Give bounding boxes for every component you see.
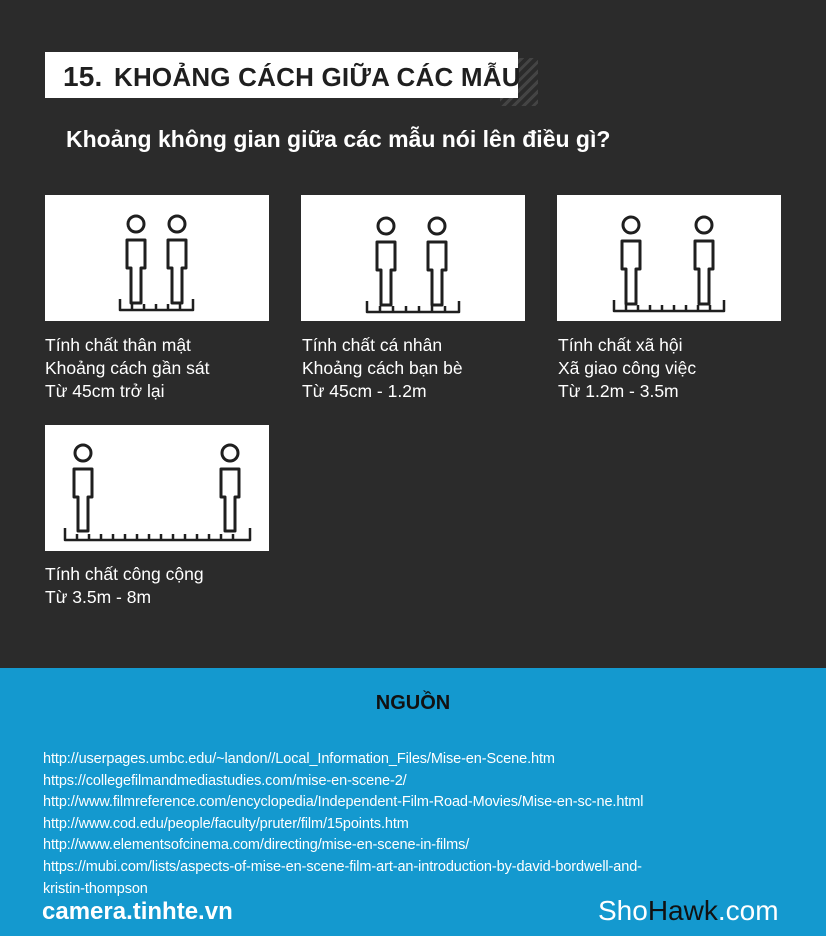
person-icon — [168, 216, 186, 303]
brand-camera-tinhte: camera.tinhte.vn — [42, 898, 233, 925]
caption-personal — [302, 334, 463, 403]
intimate-distance-illustration — [45, 195, 269, 321]
person-icon — [377, 218, 395, 305]
person-icon — [695, 217, 713, 304]
source-link[interactable]: https://collegefilmandmediastudies.com/mise-en-scene-2/ — [43, 772, 407, 789]
caption-line: Tính chất cá nhân — [302, 335, 443, 355]
card-intimate — [45, 195, 269, 321]
card-public — [45, 425, 269, 551]
section-number: 15. — [63, 61, 103, 92]
person-icon — [221, 445, 239, 531]
caption-line: Tính chất công cộng — [45, 564, 204, 584]
social-distance-illustration — [557, 195, 781, 321]
section-title: KHOẢNG CÁCH GIỮA CÁC MẪU — [113, 62, 521, 92]
caption-line: Từ 1.2m - 3.5m — [558, 381, 679, 401]
section-heading-text — [63, 61, 521, 93]
personal-distance-illustration — [301, 195, 525, 321]
brand-part: Sho — [598, 895, 648, 926]
sources-title: NGUỒN — [375, 692, 451, 714]
brand-part: .com — [717, 895, 779, 926]
caption-line: Từ 45cm trở lại — [45, 381, 165, 401]
caption-line: Khoảng cách bạn bè — [302, 358, 463, 378]
public-distance-illustration — [45, 425, 269, 551]
person-icon — [622, 217, 640, 304]
source-link[interactable]: http://www.cod.edu/people/faculty/pruter/film/15points.htm — [43, 815, 409, 832]
caption-public — [45, 563, 204, 609]
caption-intimate — [45, 334, 209, 403]
caption-line: Từ 3.5m - 8m — [45, 587, 152, 607]
source-link[interactable]: http://userpages.umbc.edu/~landon//Local_Information_Files/Mise-en-Scene.htm — [43, 751, 555, 767]
source-link-continuation[interactable]: kristin-thompson — [43, 880, 148, 897]
caption-line: Tính chất xã hội — [558, 335, 683, 355]
caption-line: Khoảng cách gần sát — [45, 358, 210, 378]
source-link[interactable]: http://www.elementsofcinema.com/directing/mise-en-scene-in-films/ — [43, 837, 470, 854]
person-icon — [428, 218, 446, 305]
ruler-icon — [65, 528, 250, 540]
card-personal — [301, 195, 525, 321]
card-social — [557, 195, 781, 321]
caption-line: Từ 45cm - 1.2m — [302, 381, 427, 401]
brand-part: Hawk — [647, 895, 718, 926]
brand-shohawk — [598, 895, 779, 927]
source-link[interactable]: http://www.filmreference.com/encyclopedia/Independent-Film-Road-Movies/Mise-en-sc-ne.html — [43, 794, 644, 811]
sources-list — [43, 749, 803, 900]
person-icon — [74, 445, 92, 531]
section-heading — [45, 52, 521, 98]
question-text: Khoảng không gian giữa các mẫu nói lên điều gì? — [66, 126, 611, 152]
caption-social — [558, 334, 696, 403]
source-link[interactable]: https://mubi.com/lists/aspects-of-mise-en-scene-film-art-an-introduction-by-david-bordwell-and- — [43, 858, 642, 875]
person-icon — [127, 216, 145, 303]
caption-line: Tính chất thân mật — [45, 335, 191, 355]
caption-line: Xã giao công việc — [558, 358, 697, 378]
